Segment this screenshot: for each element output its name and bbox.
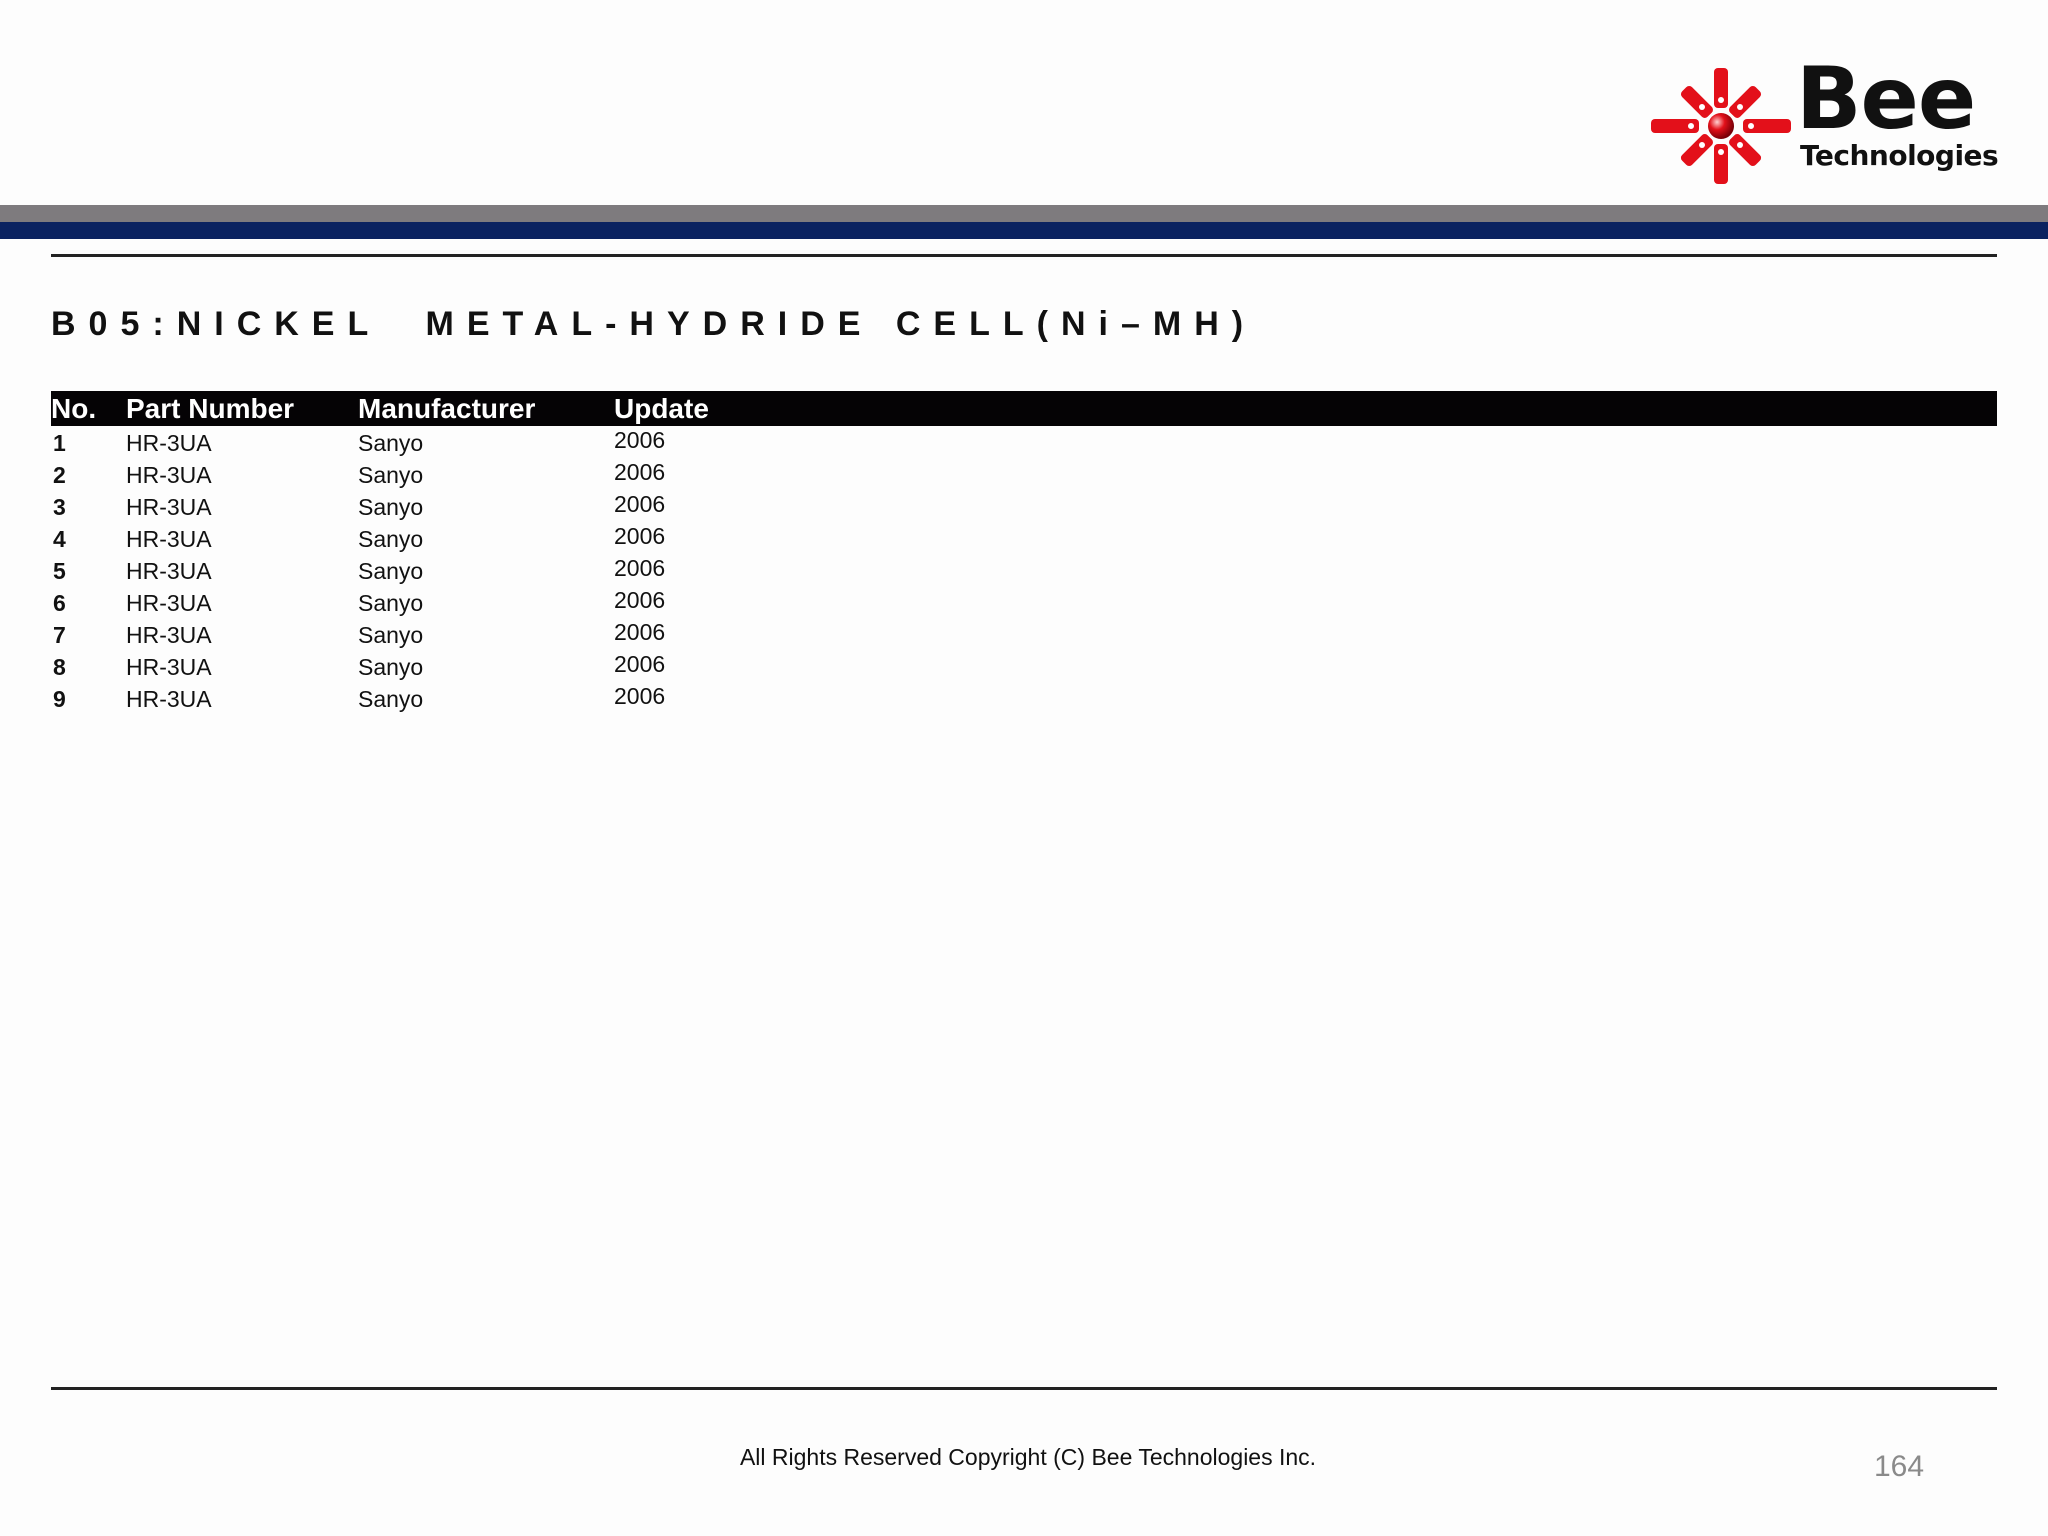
cell-manufacturer: Sanyo xyxy=(358,622,424,648)
cell-update: 2006 xyxy=(614,683,666,709)
cell-manufacturer: Sanyo xyxy=(358,590,424,616)
cell-part-number: HR-3UA xyxy=(126,558,212,584)
header-band-gray xyxy=(0,205,2048,222)
table-row xyxy=(51,554,1997,586)
cell-manufacturer: Sanyo xyxy=(358,654,424,680)
table-row xyxy=(51,650,1997,682)
page-number: 164 xyxy=(1874,1450,1925,1483)
cell-part-number: HR-3UA xyxy=(126,526,212,552)
brand-tagline: Technologies xyxy=(1800,139,1999,172)
cell-update: 2006 xyxy=(614,619,666,645)
header-band-blue xyxy=(0,222,2048,239)
cell-update: 2006 xyxy=(614,523,666,549)
header-no: No. xyxy=(51,393,97,424)
cell-update: 2006 xyxy=(614,651,666,677)
cell-no: 6 xyxy=(53,590,66,616)
cell-manufacturer: Sanyo xyxy=(358,526,424,552)
cell-update: 2006 xyxy=(614,491,666,517)
cell-update: 2006 xyxy=(614,587,666,613)
cell-manufacturer: Sanyo xyxy=(358,430,424,456)
cell-part-number: HR-3UA xyxy=(126,590,212,616)
cell-no: 2 xyxy=(53,462,66,488)
table-row xyxy=(51,586,1997,618)
cell-part-number: HR-3UA xyxy=(126,622,212,648)
brand-name: Bee xyxy=(1796,49,1976,149)
cell-no: 3 xyxy=(53,494,66,520)
copyright-notice: All Rights Reserved Copyright (C) Bee Technologies Inc. xyxy=(739,1444,1317,1470)
cell-manufacturer: Sanyo xyxy=(358,686,424,712)
header-update: Update xyxy=(614,393,709,424)
cell-manufacturer: Sanyo xyxy=(358,558,424,584)
table-row xyxy=(51,682,1997,714)
cell-no: 8 xyxy=(53,654,66,680)
cell-update: 2006 xyxy=(614,427,666,453)
table-row xyxy=(51,426,1997,458)
bottom-divider xyxy=(51,1387,1997,1390)
cell-no: 9 xyxy=(53,686,66,712)
table-row xyxy=(51,458,1997,490)
cell-update: 2006 xyxy=(614,555,666,581)
cell-no: 5 xyxy=(53,558,66,584)
cell-part-number: HR-3UA xyxy=(126,654,212,680)
parts-table xyxy=(51,391,1997,714)
cell-manufacturer: Sanyo xyxy=(358,494,424,520)
cell-part-number: HR-3UA xyxy=(126,462,212,488)
cell-no: 1 xyxy=(53,430,66,456)
table-row xyxy=(51,522,1997,554)
cell-no: 4 xyxy=(53,526,66,552)
cell-no: 7 xyxy=(53,622,66,648)
cell-part-number: HR-3UA xyxy=(126,430,212,456)
star-burst-icon xyxy=(1648,64,1794,188)
table-row xyxy=(51,618,1997,650)
cell-part-number: HR-3UA xyxy=(126,686,212,712)
cell-part-number: HR-3UA xyxy=(126,494,212,520)
cell-update: 2006 xyxy=(614,459,666,485)
bee-technologies-logo xyxy=(1640,49,2000,192)
table-row xyxy=(51,490,1997,522)
top-divider xyxy=(51,254,1997,257)
cell-manufacturer: Sanyo xyxy=(358,462,424,488)
header-part-number: Part Number xyxy=(126,393,295,424)
table-body xyxy=(51,426,1997,714)
table-header xyxy=(51,391,1997,426)
page-title: B05:NICKEL METAL-HYDRIDE CELL(Ni–MH) xyxy=(51,305,1257,343)
header-manufacturer: Manufacturer xyxy=(358,393,536,424)
